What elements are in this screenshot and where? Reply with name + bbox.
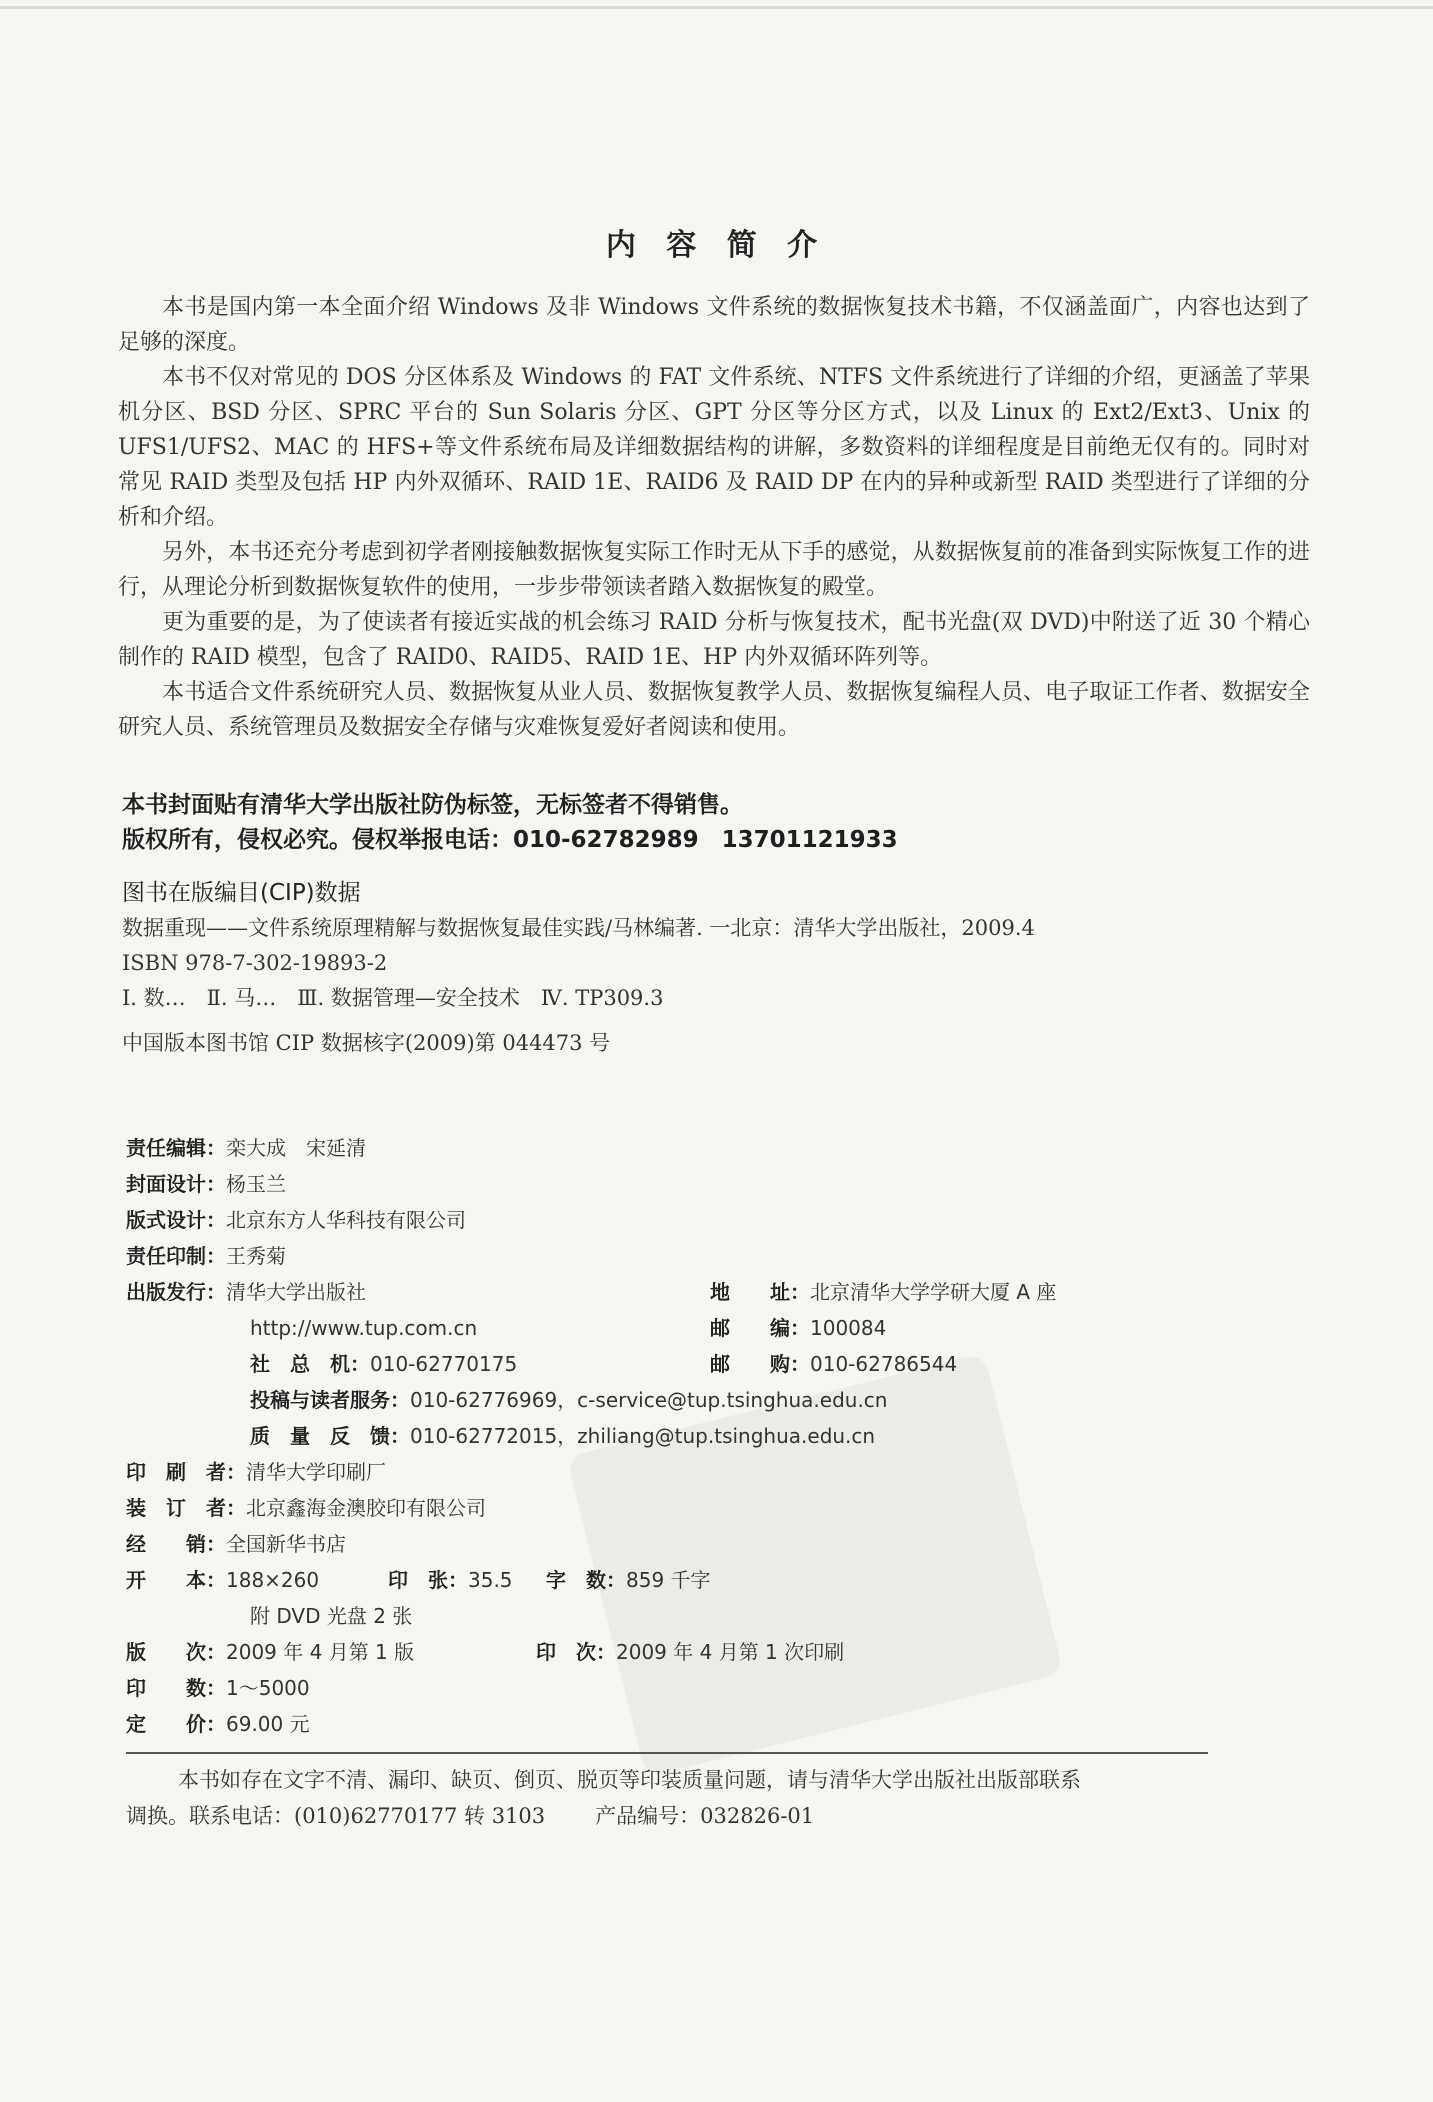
credit-row-distributor [126, 1526, 1276, 1562]
credit-row-printer [126, 1454, 1276, 1490]
credit-row-format [126, 1562, 1276, 1598]
credit-label: 社 总 机： [250, 1352, 370, 1376]
dvd-note: 附 DVD 光盘 2 张 [250, 1604, 413, 1628]
credit-label: 责任印制： [126, 1244, 226, 1268]
intro-paragraph: 另外，本书还充分考虑到初学者刚接触数据恢复实际工作时无从下手的感觉，从数据恢复前的准备到实际恢复工作的进行，从理论分析到数据恢复软件的使用，一步步带领读者踏入数据恢复的殿堂。 [118, 540, 1310, 600]
credit-label: 邮 购： [710, 1352, 810, 1376]
credit-label: 印 次： [536, 1640, 616, 1664]
credit-value: 1～5000 [226, 1676, 310, 1700]
credit-value: 栾大成 宋延清 [226, 1136, 366, 1160]
credit-row-website [126, 1310, 1276, 1346]
contact-phone: 调换。联系电话：(010)62770177 转 3103 [126, 1804, 546, 1828]
credit-value: 2009 年 4 月第 1 次印刷 [616, 1640, 845, 1664]
credit-value: 69.00 元 [226, 1712, 310, 1736]
credit-value: 北京鑫海金澳胶印有限公司 [246, 1496, 486, 1520]
footer-line-2 [126, 1798, 1226, 1834]
intro-paragraph: 本书不仅对常见的 DOS 分区体系及 Windows 的 FAT 文件系统、NTFS 文件系统进行了详细的介绍，更涵盖了苹果机分区、BSD 分区、SPRC 平台的 Sun Solaris 分区、GPT 分区等分区方式，以及 Linux 的 Ext2/Ext3、Unix 的 UFS1/UFS2、MAC 的 HFS+等文件系统布局及详细数据结构的讲解，多数资料的详细程度是目前绝无仅有的。同时对常见 RAID 类型及包括 HP 内外双循环、RAID 1E、RAID6 及 RAID DP 在内的异种或新型 RAID 类型进行了详细的分析和介绍。 [118, 365, 1310, 530]
credit-label: 投稿与读者服务： [250, 1388, 410, 1412]
credit-value: 35.5 [468, 1568, 513, 1592]
cip-classification: Ⅰ. 数… Ⅱ. 马… Ⅲ. 数据管理—安全技术 Ⅳ. TP309.3 [122, 986, 664, 1010]
rights-line: 版权所有，侵权必究。侵权举报电话：010-62782989 13701121933 [122, 827, 898, 853]
credit-row-publisher [126, 1274, 1276, 1310]
cip-isbn: ISBN 978-7-302-19893-2 [122, 951, 388, 975]
publisher-website: http://www.tup.com.cn [250, 1316, 478, 1340]
credit-row-price [126, 1706, 1276, 1742]
credit-label: 封面设计： [126, 1172, 226, 1196]
credit-value: 杨玉兰 [226, 1172, 286, 1196]
credit-row-switchboard [126, 1346, 1276, 1382]
credit-label: 出版发行： [126, 1280, 226, 1304]
cip-block [122, 876, 1272, 1061]
credit-value: 010-62772015，zhiliang@tup.tsinghua.edu.cn [410, 1424, 876, 1448]
credit-label: 字 数： [546, 1568, 626, 1592]
credit-label: 版式设计： [126, 1208, 226, 1232]
credit-value: 2009 年 4 月第 1 版 [226, 1640, 415, 1664]
top-border [0, 6, 1433, 9]
credit-label: 责任编辑： [126, 1136, 226, 1160]
credit-label: 质 量 反 馈： [250, 1424, 410, 1448]
credit-value: 北京清华大学学研大厦 A 座 [810, 1280, 1057, 1304]
credit-label: 经 销： [126, 1532, 226, 1556]
credit-row-editor [126, 1130, 1276, 1166]
credit-value: 王秀菊 [226, 1244, 286, 1268]
product-number: 产品编号：032826-01 [595, 1804, 815, 1828]
credit-value: 010-62786544 [810, 1352, 958, 1376]
credit-value: 010-62770175 [370, 1352, 518, 1376]
cip-line: 数据重现——文件系统原理精解与数据恢复最佳实践/马林编著. 一北京：清华大学出版社，2009.4 [122, 916, 1035, 940]
credit-row-layout [126, 1202, 1276, 1238]
credit-label: 邮 编： [710, 1316, 810, 1340]
anti-counterfeit-line: 本书封面贴有清华大学出版社防伪标签，无标签者不得销售。 [122, 792, 743, 818]
intro-paragraph: 本书是国内第一本全面介绍 Windows 及非 Windows 文件系统的数据恢复技术书籍，不仅涵盖面广，内容也达到了足够的深度。 [118, 295, 1310, 355]
intro-paragraph: 更为重要的是，为了使读者有接近实战的机会练习 RAID 分析与恢复技术，配书光盘(双 DVD)中附送了近 30 个精心制作的 RAID 模型，包含了 RAID0、RAID5、RAID 1E、HP 内外双循环阵列等。 [118, 610, 1310, 670]
credits-block [126, 1130, 1276, 1742]
credit-label: 装 订 者： [126, 1496, 246, 1520]
credit-label: 版 次： [126, 1640, 226, 1664]
credit-value: 清华大学印刷厂 [246, 1460, 386, 1484]
cip-title: 图书在版编目(CIP)数据 [122, 880, 361, 906]
copyright-notice [122, 788, 1222, 858]
credit-value: 010-62776969，c-service@tup.tsinghua.edu.cn [410, 1388, 888, 1412]
credit-row-dvd [126, 1598, 1276, 1634]
page-title: 内 容 简 介 [605, 228, 828, 263]
footer-divider [126, 1752, 1208, 1754]
credit-value: 188×260 [226, 1568, 320, 1592]
credit-row-copies [126, 1670, 1276, 1706]
footer-note [126, 1762, 1226, 1834]
credit-label: 印 数： [126, 1676, 226, 1700]
cip-number: 中国版本图书馆 CIP 数据核字(2009)第 044473 号 [122, 1031, 611, 1055]
credit-value: 北京东方人华科技有限公司 [226, 1208, 466, 1232]
credit-label: 印 刷 者： [126, 1460, 246, 1484]
credit-row-edition [126, 1634, 1276, 1670]
credit-value: 全国新华书店 [226, 1532, 346, 1556]
credit-label: 定 价： [126, 1712, 226, 1736]
credit-label: 印 张： [388, 1568, 468, 1592]
credit-label: 开 本： [126, 1568, 226, 1592]
credit-row-binder [126, 1490, 1276, 1526]
intro-section [118, 290, 1310, 745]
credit-value: 859 千字 [626, 1568, 711, 1592]
credit-value: 100084 [810, 1316, 887, 1340]
credit-row-quality [126, 1418, 1276, 1454]
intro-paragraph: 本书适合文件系统研究人员、数据恢复从业人员、数据恢复教学人员、数据恢复编程人员、电子取证工作者、数据安全研究人员、系统管理员及数据安全存储与灾难恢复爱好者阅读和使用。 [118, 680, 1310, 740]
footer-line: 本书如存在文字不清、漏印、缺页、倒页、脱页等印装质量问题，请与清华大学出版社出版部联系 [178, 1768, 1081, 1792]
credit-label: 地 址： [710, 1280, 810, 1304]
credit-value: 清华大学出版社 [226, 1280, 366, 1304]
credit-row-cover [126, 1166, 1276, 1202]
credit-row-print-resp [126, 1238, 1276, 1274]
credit-row-service [126, 1382, 1276, 1418]
